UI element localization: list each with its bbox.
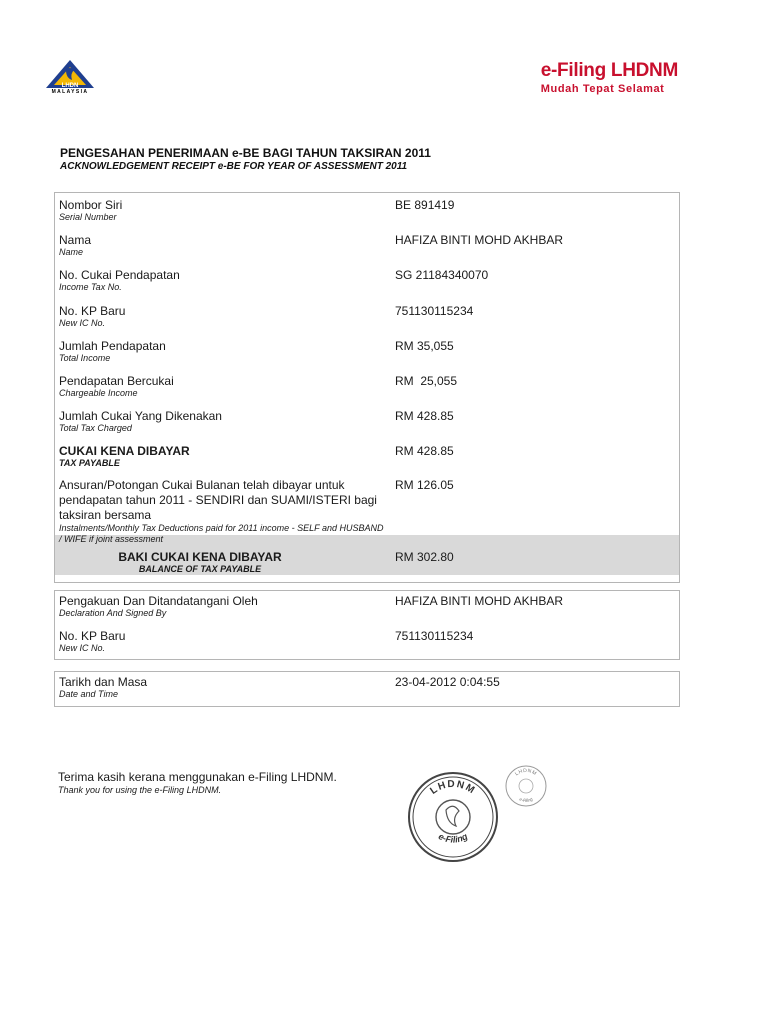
title-english: ACKNOWLEDGEMENT RECEIPT e-BE FOR YEAR OF ASSESSMENT 2011	[60, 161, 408, 172]
label-ms: Pengakuan Dan Ditandatangani Oleh	[59, 594, 258, 608]
svg-text:LHDNM	[514, 768, 538, 777]
thanks-english: Thank you for using the e-Filing LHDNM.	[58, 785, 222, 795]
lhdnm-efiling-stamp-small	[504, 764, 548, 813]
label-ms: Nama	[59, 233, 92, 247]
value: RM 126.05	[395, 478, 454, 492]
label-en: Instalments/Monthly Tax Deductions paid for 2011 income - SELF and HUSBAND / WIFE if joint assessment	[59, 523, 384, 544]
label-en: New IC No.	[59, 643, 106, 653]
stamp-seal-icon	[406, 770, 500, 864]
brand-name: e-Filing LHDNM	[540, 60, 678, 81]
svg-text:LHDNM	[428, 779, 477, 797]
value: 23-04-2012 0:04:55	[395, 675, 500, 689]
value: RM 302.80	[395, 550, 454, 564]
stamp-small-top-text: LHDNM	[514, 767, 538, 778]
label-ms: Ansuran/Potongan Cukai Bulanan telah dibayar untuk pendapatan tahun 2011 - SENDIRI dan SUAMI/ISTERI bagi taksiran bersama	[59, 478, 377, 522]
label-en: Chargeable Income	[59, 388, 138, 398]
logo-caption: MALAYSIA	[51, 89, 89, 95]
document-title	[60, 146, 680, 172]
lhdnm-efiling-stamp	[406, 770, 500, 869]
thanks-malay: Terima kasih kerana menggunakan e-Filing LHDNM.	[58, 770, 337, 784]
label-en: Name	[59, 247, 84, 257]
lhdn-emblem-icon	[44, 58, 96, 90]
lhdn-logo	[44, 58, 96, 100]
label-ms: No. KP Baru	[59, 629, 126, 643]
label-en: Declaration And Signed By	[59, 608, 167, 618]
stamp-small-bottom-text: e-Filing	[518, 796, 534, 804]
label-en: Total Tax Charged	[59, 423, 132, 433]
value: 751130115234	[395, 629, 474, 643]
value: 751130115234	[395, 304, 474, 318]
details-box	[54, 192, 680, 583]
label-ms: BAKI CUKAI KENA DIBAYAR	[118, 550, 282, 564]
label-ms: Pendapatan Bercukai	[59, 374, 174, 388]
label-en: Date and Time	[59, 689, 118, 699]
declaration-box	[54, 590, 680, 660]
title-malay: PENGESAHAN PENERIMAAN e-BE BAGI TAHUN TAKSIRAN 2011	[60, 146, 431, 160]
value: RM 428.85	[395, 409, 454, 423]
label-ms: Tarikh dan Masa	[59, 675, 148, 689]
label-en: Serial Number	[59, 212, 117, 222]
stamp-top-text: LHDNM	[428, 778, 478, 797]
label-ms: No. Cukai Pendapatan	[59, 268, 180, 282]
value: HAFIZA BINTI MOHD AKHBAR	[395, 233, 564, 247]
stamp-small-seal-icon	[504, 764, 548, 808]
label-en: Income Tax No.	[59, 282, 122, 292]
svg-text:e-Filing	[437, 831, 470, 845]
value: RM 25,055	[395, 374, 458, 388]
label-en: Total Income	[59, 353, 111, 363]
logo-caption-top: LHDN	[61, 83, 79, 89]
label-ms: Nombor Siri	[59, 198, 123, 212]
value: RM 35,055	[395, 339, 454, 353]
value: HAFIZA BINTI MOHD AKHBAR	[395, 594, 564, 608]
label-ms: Jumlah Cukai Yang Dikenakan	[59, 409, 222, 423]
datetime-box	[54, 671, 680, 707]
value: BE 891419	[395, 198, 455, 212]
brand-tagline: Mudah Tepat Selamat	[540, 83, 665, 95]
label-en: BALANCE OF TAX PAYABLE	[138, 564, 262, 574]
stamp-bottom-text: e-Filing	[436, 831, 470, 845]
label-ms: Jumlah Pendapatan	[59, 339, 166, 353]
efiling-brand	[541, 60, 678, 95]
thank-you-note	[58, 770, 337, 795]
label-ms: No. KP Baru	[59, 304, 126, 318]
label-en: New IC No.	[59, 318, 106, 328]
label-en: TAX PAYABLE	[59, 458, 120, 468]
value: SG 21184340070	[395, 268, 489, 282]
value: RM 428.85	[395, 444, 454, 458]
svg-text:e-Filing	[518, 796, 533, 803]
label-ms: CUKAI KENA DIBAYAR	[59, 444, 190, 458]
